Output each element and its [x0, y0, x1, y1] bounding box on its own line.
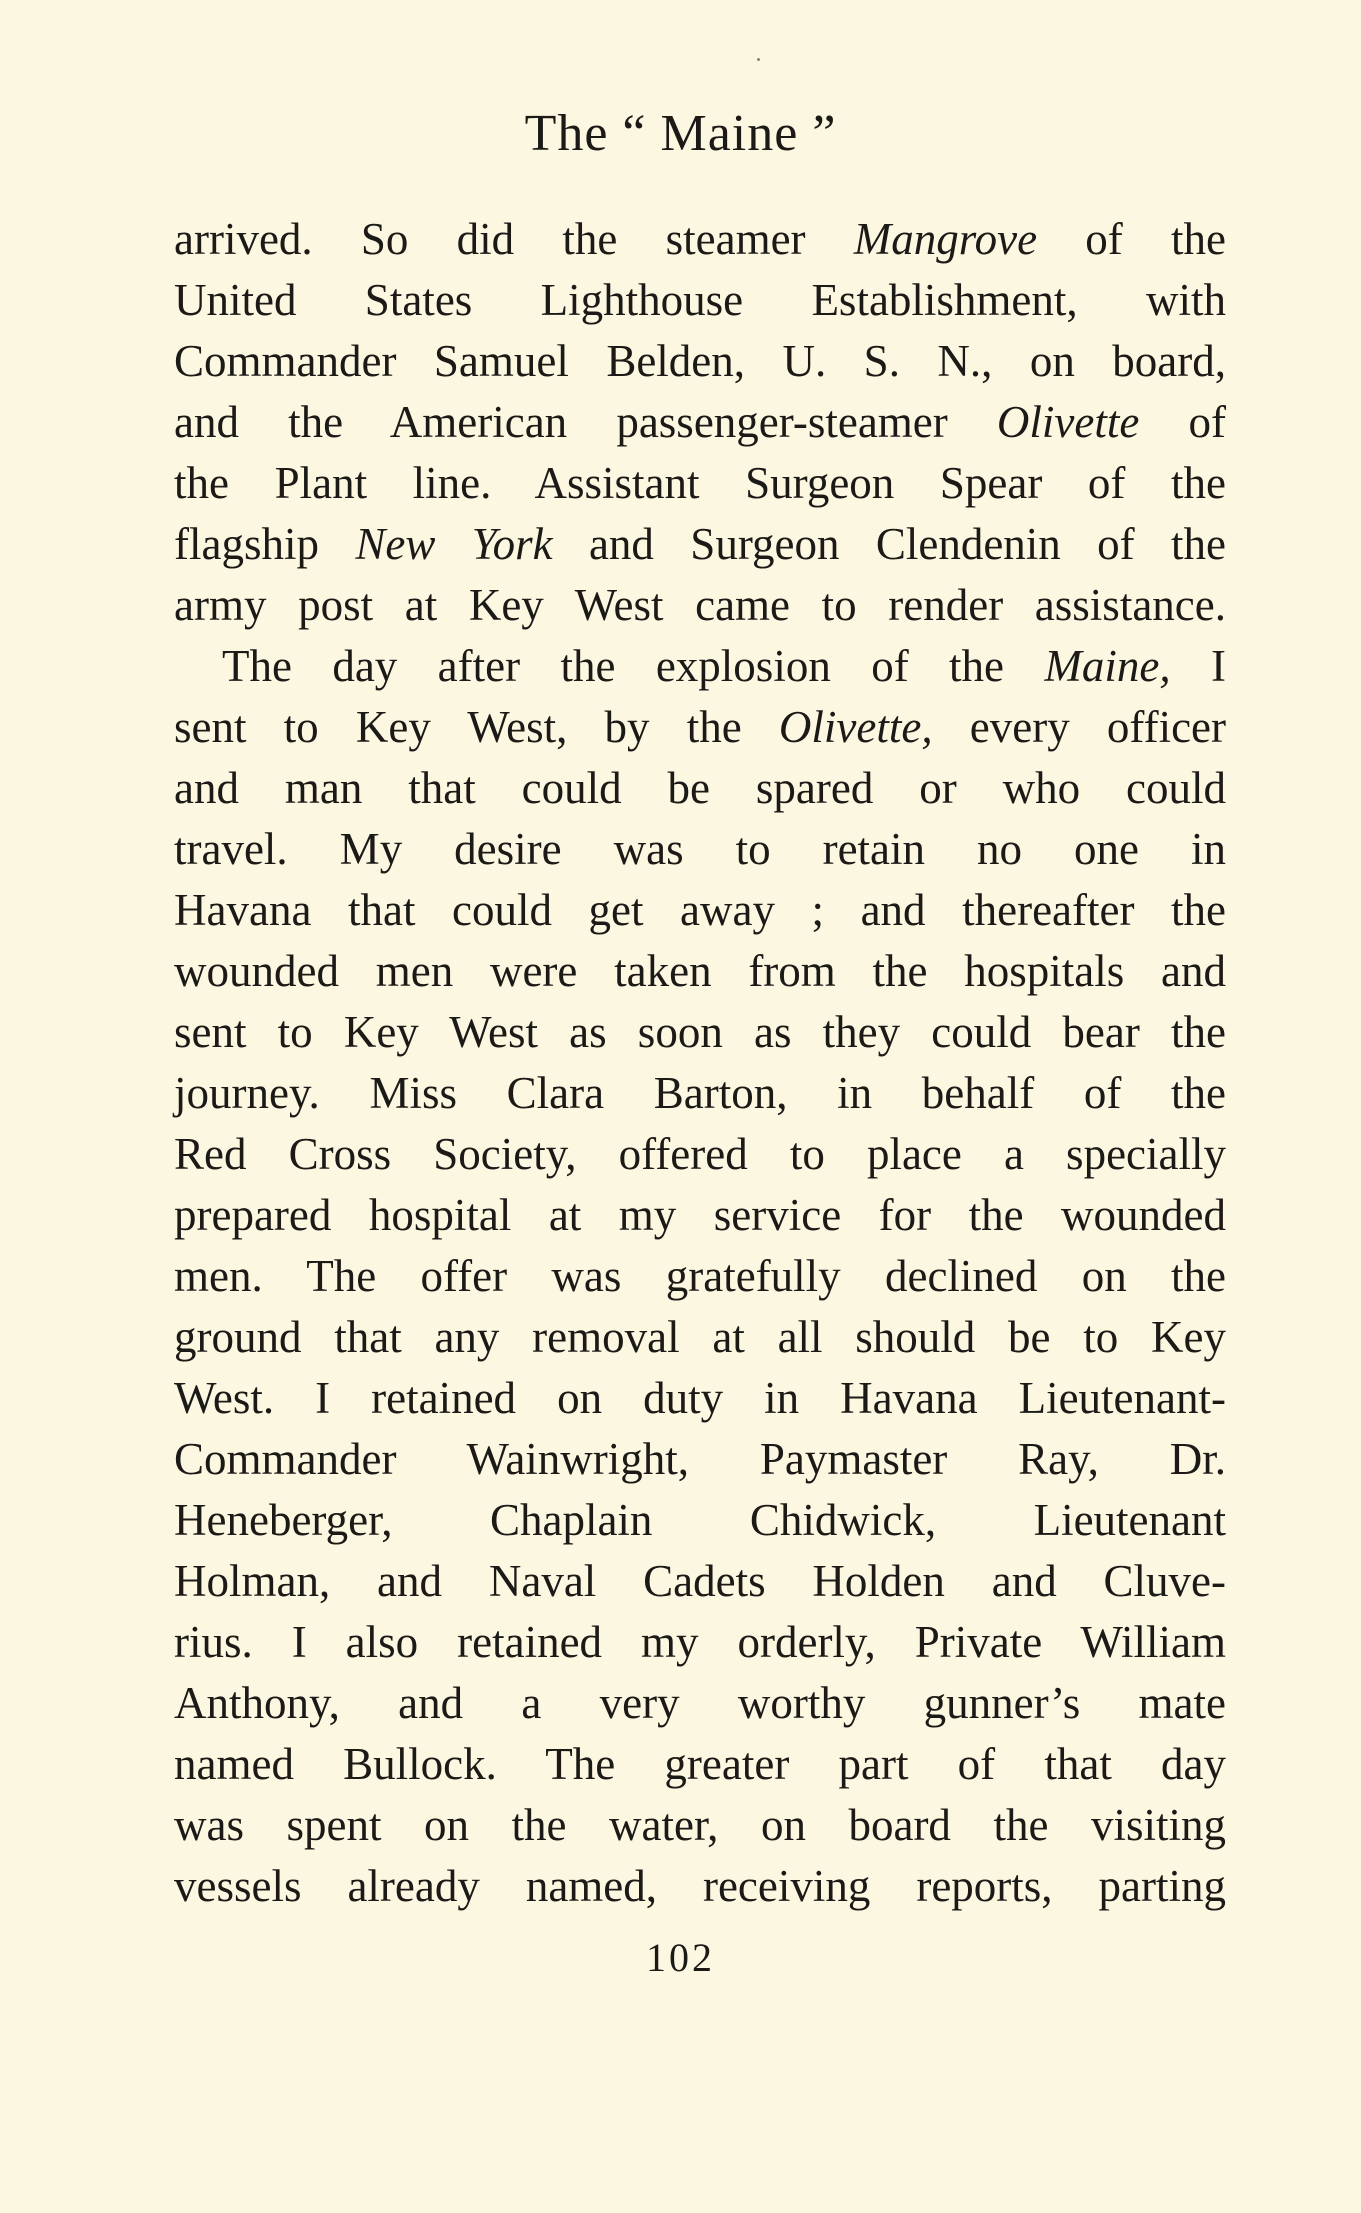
text-run: Holman, and Naval Cadets Holden and Cluve- [174, 1556, 1226, 1606]
text-run: sent to Key West as soon as they could bear the [174, 1007, 1226, 1057]
text-run: ground that any removal at all should be to Key [174, 1312, 1226, 1362]
text-line [174, 1368, 1226, 1429]
text-line [174, 1856, 1226, 1917]
text-line [174, 636, 1226, 697]
text-line [174, 880, 1226, 941]
text-line [174, 1429, 1226, 1490]
text-line [174, 575, 1226, 636]
text-line [174, 1490, 1226, 1551]
text-line [174, 1551, 1226, 1612]
text-run: wounded men were taken from the hospitals and [174, 946, 1226, 996]
text-run: flagship [174, 519, 356, 569]
text-line [174, 1673, 1226, 1734]
text-line [174, 1734, 1226, 1795]
running-head: The “ Maine ” [524, 105, 837, 162]
italic-text-run: New York [355, 519, 553, 569]
text-run: of [1139, 397, 1226, 447]
text-line [174, 1612, 1226, 1673]
text-run: every officer [932, 702, 1227, 752]
text-run: prepared hospital at my service for the wounded [174, 1190, 1226, 1240]
italic-text-run: Olivette [996, 397, 1140, 447]
text-run: West. I retained on duty in Havana Lieutenant- [174, 1373, 1226, 1423]
text-line [174, 1002, 1226, 1063]
italic-text-run: Maine, [1044, 641, 1171, 691]
text-run: army post at Key West came to render assistance. [174, 580, 1226, 630]
text-line [174, 453, 1226, 514]
text-line [174, 331, 1226, 392]
text-line [174, 758, 1226, 819]
text-line [174, 1124, 1226, 1185]
text-run: and man that could be spared or who could [174, 763, 1226, 813]
text-run: was spent on the water, on board the visiting [174, 1800, 1226, 1850]
text-run: Commander Samuel Belden, U. S. N., on board, [174, 336, 1226, 386]
text-line [174, 941, 1226, 1002]
text-line [174, 1063, 1226, 1124]
text-run: of the [1037, 214, 1226, 264]
text-run: Anthony, and a very worthy gunner’s mate [174, 1678, 1226, 1728]
italic-text-run: Olivette, [778, 702, 933, 752]
text-run: the Plant line. Assistant Surgeon Spear of the [174, 458, 1226, 508]
text-line [174, 697, 1226, 758]
text-line [174, 1185, 1226, 1246]
text-run: journey. Miss Clara Barton, in behalf of the [174, 1068, 1226, 1118]
text-run: men. The offer was gratefully declined on the [174, 1251, 1226, 1301]
text-run: Commander Wainwright, Paymaster Ray, Dr. [174, 1434, 1226, 1484]
text-line [174, 270, 1226, 331]
text-run: Heneberger, Chaplain Chidwick, Lieutenant [174, 1495, 1226, 1545]
text-run: sent to Key West, by the [174, 702, 779, 752]
text-line [174, 1795, 1226, 1856]
paper-speck [757, 58, 760, 61]
text-line [174, 1246, 1226, 1307]
text-line [174, 392, 1226, 453]
text-line [174, 209, 1226, 270]
text-line [174, 1307, 1226, 1368]
italic-text-run: Mangrove [853, 214, 1038, 264]
text-run: rius. I also retained my orderly, Private William [174, 1617, 1226, 1667]
text-run: The day after the explosion of the [222, 641, 1045, 691]
text-run: vessels already named, receiving reports, parting [174, 1861, 1226, 1911]
text-run: United States Lighthouse Establishment, with [174, 275, 1226, 325]
text-run: arrived. So did the steamer [174, 214, 854, 264]
text-run: Red Cross Society, offered to place a specially [174, 1129, 1226, 1179]
text-run: named Bullock. The greater part of that day [174, 1739, 1226, 1789]
text-run: and Surgeon Clendenin of the [552, 519, 1226, 569]
text-line [174, 514, 1226, 575]
body-text [174, 209, 1226, 1917]
text-run: travel. My desire was to retain no one in [174, 824, 1226, 874]
text-run: I [1170, 641, 1226, 691]
page-number: 102 [646, 1935, 715, 1980]
text-run: and the American passenger-steamer [174, 397, 997, 447]
text-line [174, 819, 1226, 880]
text-run: Havana that could get away ; and thereafter the [174, 885, 1226, 935]
